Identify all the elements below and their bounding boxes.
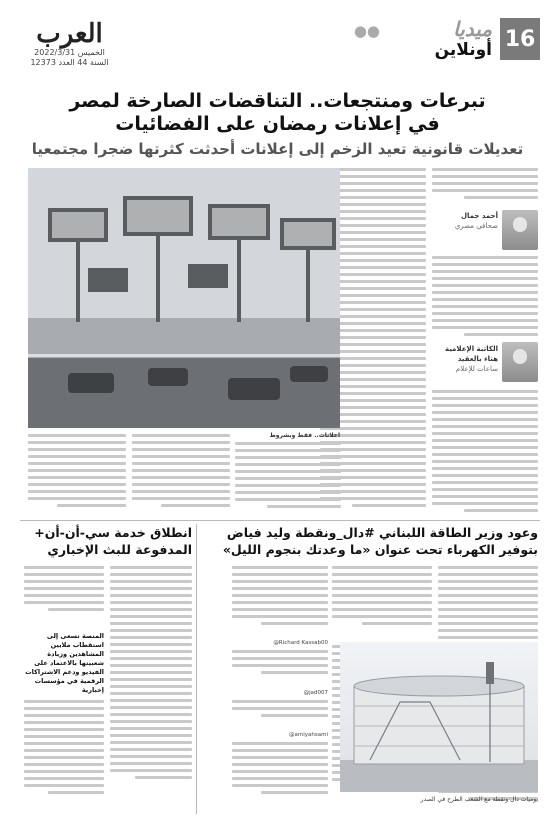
twitter-handle-2: @jad007	[303, 690, 328, 696]
section-title-line2: أونلاين	[434, 40, 492, 60]
newspaper-logo: العرب	[36, 19, 103, 49]
lead-subheadline: تعديلات قانونية تعيد الزخم إلى إعلانات أحدثت كثرتها ضجرا مجتمعيا	[31, 140, 524, 158]
issue-number: السنة 44 العدد 12373	[30, 58, 109, 67]
second-author-label: الكاتبة الإعلامية	[444, 345, 498, 353]
body-column-1-top	[432, 168, 538, 206]
oil-tank-drawing	[340, 642, 538, 792]
column-divider	[196, 524, 197, 814]
author-photo	[502, 210, 538, 250]
story-three-column-1	[110, 566, 192, 816]
body-column-3	[235, 442, 341, 516]
issue-date: الخميس 2022/3/31	[34, 48, 105, 57]
story-two-column-3c	[232, 700, 328, 730]
story-three-column-2	[24, 700, 104, 816]
body-column-5	[28, 434, 126, 516]
section-divider	[20, 520, 540, 521]
twitter-handle-1: @Richard Kassab00	[273, 640, 328, 646]
lead-headline-line2: في إعلانات رمضان على الفضائيات	[115, 113, 440, 135]
lead-photo-caption: اعلانات.. فقط وبشروط	[269, 432, 340, 439]
logo-block	[22, 20, 117, 68]
story-three-headline	[24, 524, 192, 558]
story-two-column-3b	[232, 650, 328, 688]
oil-tank-illustration	[340, 642, 538, 792]
story-two-headline-line1: وعود وزير الطاقة اللبناني #دال_ونقطة وليد فياض	[226, 525, 538, 540]
story-three-pullquote: المنصة تسعى إلى استقطاب ملايين المشاهدين وزيادة شعبيتها بالاعتماد على الفيديو ودعم الاشتراكات الرقمية في مؤسسات إخبارية	[25, 632, 104, 694]
body-column-1-bottom	[432, 390, 538, 515]
twitter-handle-3: @amiyahsami	[289, 732, 328, 738]
body-column-4	[132, 434, 230, 516]
story-three-column-2-top	[24, 566, 104, 630]
story-two-column-3d	[232, 742, 328, 814]
author-role: صحافي مصري	[454, 222, 498, 230]
story-two-column-2	[332, 566, 432, 640]
story-two-headline-line2: بتوفير الكهرباء تحت عنوان «ما وعدتك بنجوم الليل»	[222, 542, 538, 557]
body-column-1	[432, 256, 538, 336]
lead-headline-line1: تبرعات ومنتجعات.. التناقضات الصارخة لمصر	[69, 90, 486, 112]
page-number: 16	[500, 18, 540, 60]
story-two-photo-caption: يوميات دال ونقطة مع الشعب الطرح في الصدر	[420, 796, 538, 803]
billboards-photo-art	[28, 168, 340, 428]
billboards-photo	[28, 168, 340, 428]
second-author-photo	[502, 342, 538, 382]
second-author-name: هناء بالعقيد	[457, 355, 498, 363]
story-three-headline-line2: المدفوعة للبث الإخباري	[47, 542, 192, 557]
story-two-column-3	[232, 566, 328, 640]
story-two-headline	[208, 524, 538, 558]
masthead	[22, 18, 540, 80]
section-title	[435, 18, 492, 60]
second-author-role: ساعات للإعلام	[455, 365, 498, 373]
lead-headline	[25, 90, 530, 159]
section-title-line1: ميديا	[453, 17, 492, 41]
author-name: أحمد جمال	[460, 212, 498, 220]
decorative-dots-icon: ●●	[353, 22, 380, 40]
story-three-headline-line1: انطلاق خدمة سي-أن-أن+	[34, 525, 192, 540]
